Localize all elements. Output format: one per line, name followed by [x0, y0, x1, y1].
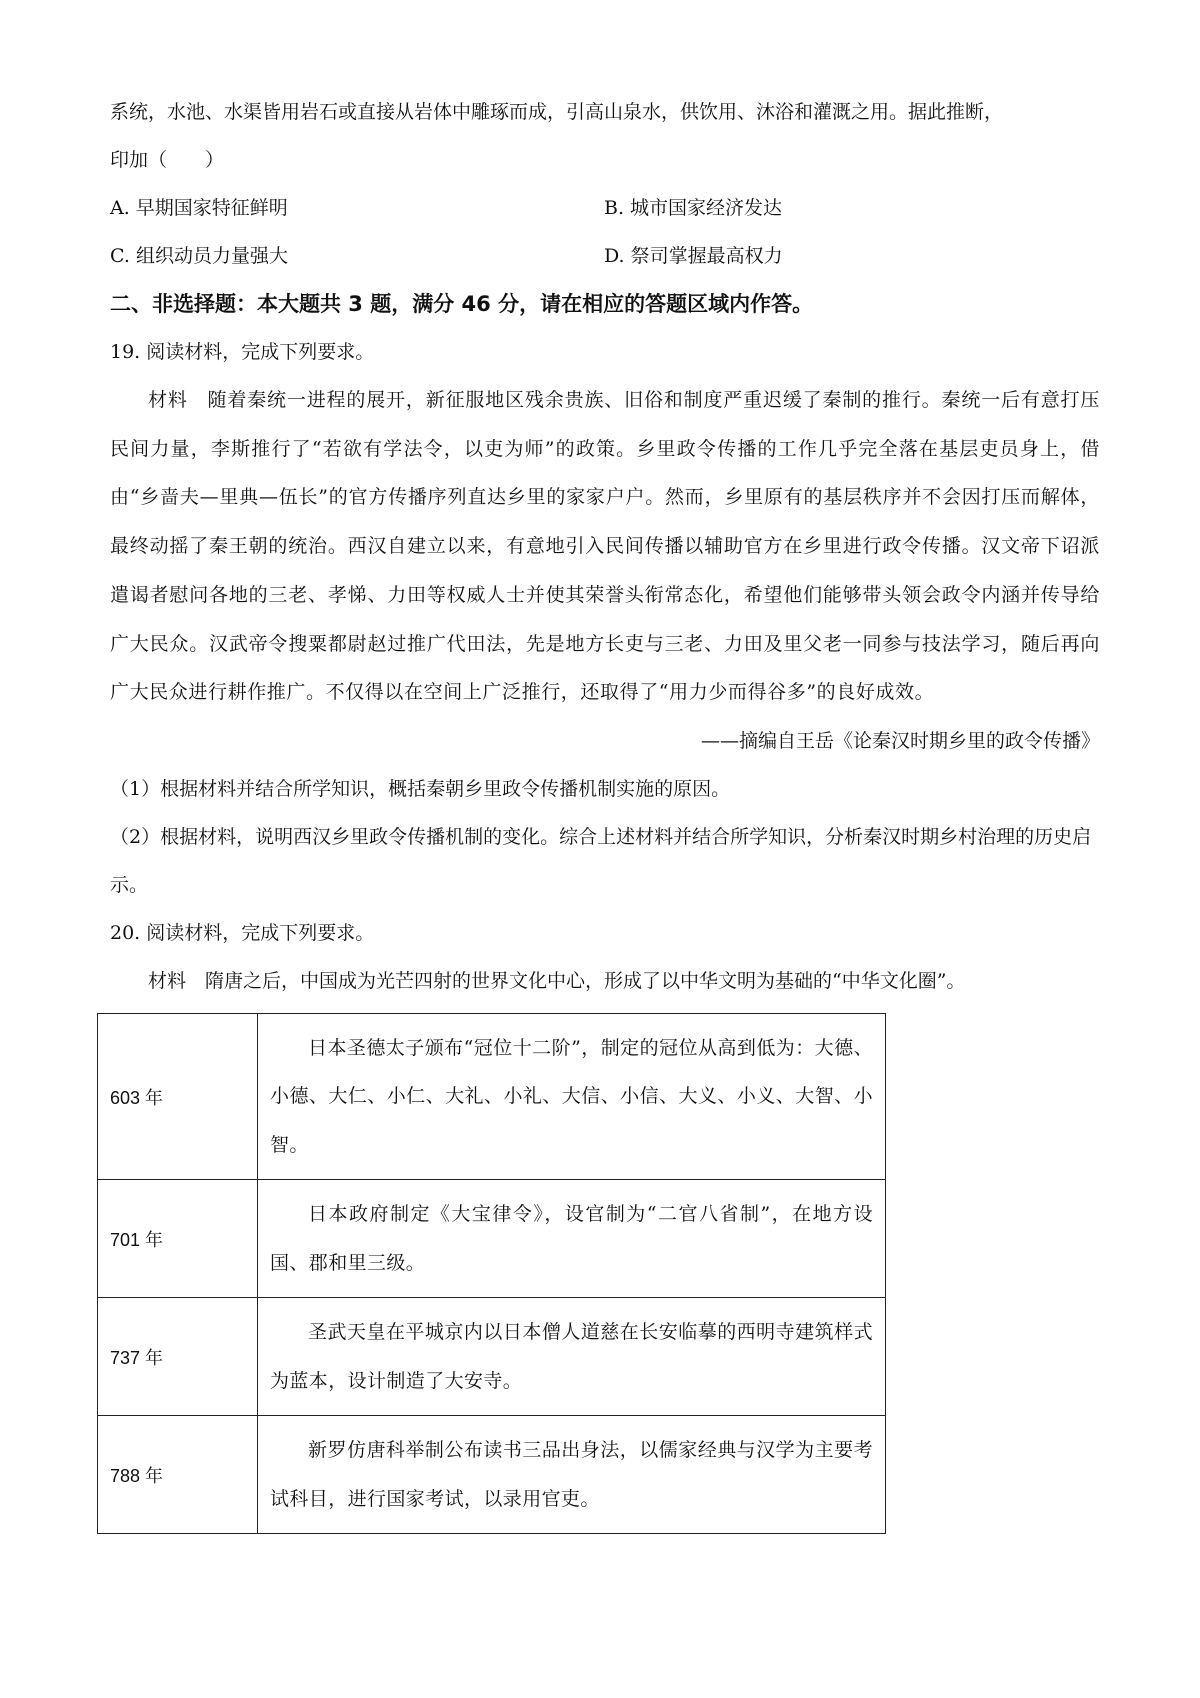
options-row-2 [110, 232, 1100, 280]
table-year: 603 年 [98, 1013, 258, 1180]
table-row [98, 1013, 886, 1180]
table-row [98, 1416, 886, 1534]
q20-lead: 材料 隋唐之后，中国成为光芒四射的世界文化中心，形成了以中华文明为基础的“中华文化圈”。 [148, 969, 966, 992]
q19-sub2: （2）根据材料，说明西汉乡里政令传播机制的变化。综合上述材料并结合所学知识，分析秦汉时期乡村治理的历史启示。 [110, 825, 1092, 896]
option-c: C. 组织动员力量强大 [110, 245, 288, 267]
option-a: A. 早期国家特征鲜明 [110, 197, 288, 219]
q19-material: 材料 随着秦统一进程的展开，新征服地区残余贵族、旧俗和制度严重迟缓了秦制的推行。秦统一后有意打压民间力量，李斯推行了“若欲有学法令，以吏为师”的政策。乡里政令传播的工作几乎完全落在基层吏员身上，借由“乡啬夫—里典—伍长”的官方传播序列直达乡里的家家户户。然而，乡里原有的基层秩序并不会因打压而解体，最终动摇了秦王朝的统治。西汉自建立以来，有意地引入民间传播以辅助官方在乡里进行政令传播。汉文帝下诏派遣谒者慰问各地的三老、孝悌、力田等权威人士并使其荣誉头衔常态化，希望他们能够带头领会政令内涵并传导给广大民众。汉武帝令搜粟都尉赵过推广代田法，先是地方长吏与三老、力田及里父老一同参与技法学习，随后再向广大民众进行耕作推广。不仅得以在空间上广泛推行，还取得了“用力少而得谷多”的良好成效。 [110, 389, 1100, 704]
table-event: 圣武天皇在平城京内以日本僧人道慈在长安临摹的西明寺建筑样式为蓝本，设计制造了大安寺。 [258, 1298, 886, 1416]
exam-page [110, 88, 1100, 1534]
table-year: 701 年 [98, 1180, 258, 1298]
option-b: B. 城市国家经济发达 [604, 197, 783, 219]
q19-source: ——摘编自王岳《论秦汉时期乡里的政令传播》 [700, 729, 1100, 752]
table-event: 日本政府制定《大宝律令》，设官制为“二官八省制”，在地方设国、郡和里三级。 [258, 1180, 886, 1298]
q20-material-table [97, 1013, 886, 1535]
q20-intro: 20. 阅读材料，完成下列要求。 [110, 921, 375, 944]
table-row [98, 1180, 886, 1298]
question-stem-line-2: 印加（ ） [110, 149, 225, 171]
q19-sub1: （1）根据材料并结合所学知识，概括秦朝乡里政令传播机制实施的原因。 [110, 777, 731, 800]
table-year: 788 年 [98, 1416, 258, 1534]
table-event: 日本圣德太子颁布“冠位十二阶”，制定的冠位从高到低为：大德、小德、大仁、小仁、大礼、小礼、大信、小信、大义、小义、大智、小智。 [258, 1013, 886, 1180]
option-d: D. 祭司掌握最高权力 [604, 245, 783, 267]
table-row [98, 1298, 886, 1416]
table-event: 新罗仿唐科举制公布读书三品出身法，以儒家经典与汉学为主要考试科目，进行国家考试，以录用官吏。 [258, 1416, 886, 1534]
section-title: 二、非选择题：本大题共 3 题，满分 46 分，请在相应的答题区域内作答。 [110, 292, 814, 316]
q19-intro: 19. 阅读材料，完成下列要求。 [110, 341, 375, 363]
table-year: 737 年 [98, 1298, 258, 1416]
question-stem-line-1: 系统，水池、水渠皆用岩石或直接从岩体中雕琢而成，引高山泉水，供饮用、沐浴和灌溉之用。据此推断， [110, 101, 1004, 123]
options-row-1 [110, 184, 1100, 232]
